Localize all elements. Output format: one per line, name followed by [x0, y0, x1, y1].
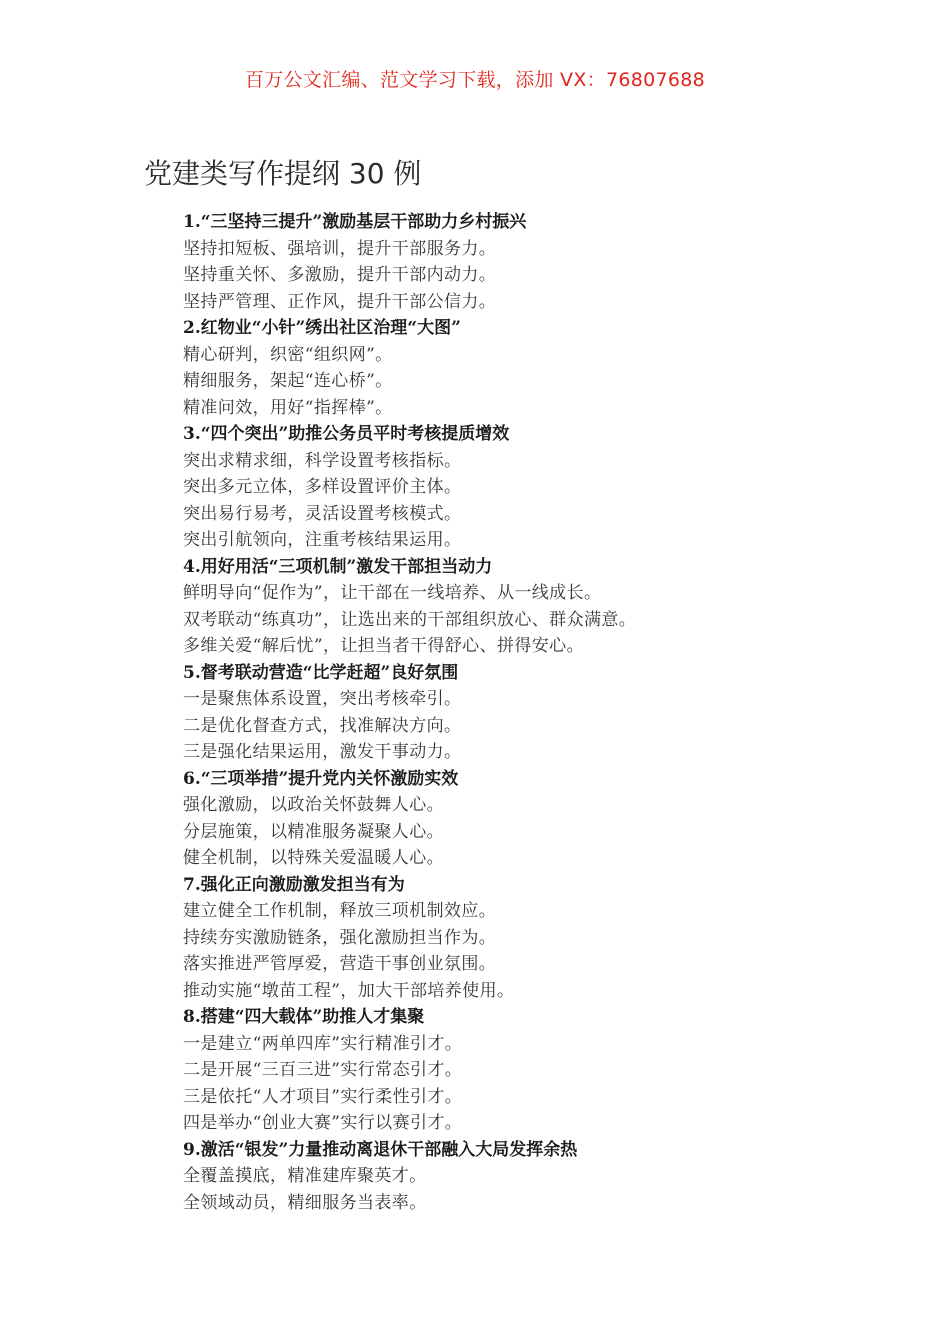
section-point: 分层施策，以精准服务凝聚人心。	[183, 821, 444, 842]
section-point: 精心研判，织密“组织网”。	[183, 344, 393, 365]
outline-section	[183, 421, 903, 554]
section-point: 四是举办“创业大赛”实行以赛引才。	[183, 1113, 463, 1133]
section-point: 推动实施“墩苗工程”，加大干部培养使用。	[183, 980, 515, 1001]
section-heading: 9.激活“银发”力量推动离退休干部融入大局发挥余热	[183, 1139, 578, 1160]
section-point: 突出多元立体，多样设置评价主体。	[183, 477, 462, 497]
outline-section	[183, 554, 903, 660]
section-point: 二是开展“三百三进”实行常态引才。	[183, 1060, 463, 1080]
outline-section	[183, 766, 903, 872]
section-heading: 4.用好用活“三项机制”激发干部担当动力	[183, 556, 493, 577]
section-heading: 7.强化正向激励激发担当有为	[183, 874, 405, 895]
section-heading: 6.“三项举措”提升党内关怀激励实效	[183, 768, 459, 789]
section-heading: 2.红物业“小针”绣出社区治理“大图”	[183, 318, 461, 338]
section-point: 建立健全工作机制，释放三项机制效应。	[183, 901, 497, 921]
section-point: 强化激励，以政治关怀鼓舞人心。	[183, 795, 444, 815]
outline-section	[183, 660, 903, 766]
section-point: 坚持重关怀、多激励，提升干部内动力。	[183, 265, 497, 285]
section-point: 双考联动“练真功”，让选出来的干部组织放心、群众满意。	[183, 609, 637, 630]
section-point: 精准问效，用好“指挥棒”。	[183, 397, 393, 418]
outline-section	[183, 1137, 903, 1217]
section-point: 持续夯实激励链条，强化激励担当作为。	[183, 927, 497, 948]
promo-banner: 百万公文汇编、范文学习下载，添加 VX：76807688	[244, 69, 706, 91]
section-heading: 8.搭建“四大载体”助推人才集聚	[183, 1007, 425, 1027]
section-point: 坚持扣短板、强培训，提升干部服务力。	[183, 238, 497, 259]
section-point: 三是依托“人才项目”实行柔性引才。	[183, 1086, 463, 1107]
section-heading: 1.“三坚持三提升”激励基层干部助力乡村振兴	[183, 212, 527, 232]
section-point: 突出易行易考，灵活设置考核模式。	[183, 503, 462, 524]
outline-section	[183, 1004, 903, 1137]
outline-section	[183, 315, 903, 421]
section-point: 多维关爱“解后忧”，让担当者干得舒心、拼得安心。	[183, 636, 584, 656]
outline-section	[183, 209, 903, 315]
section-point: 坚持严管理、正作风，提升干部公信力。	[183, 291, 497, 312]
section-point: 落实推进严管厚爱，营造干事创业氛围。	[183, 954, 497, 974]
section-point: 全领域动员，精细服务当表率。	[183, 1192, 427, 1213]
section-point: 全覆盖摸底，精准建库聚英才。	[183, 1166, 427, 1186]
section-point: 精细服务，架起“连心桥”。	[183, 371, 393, 391]
document-title: 党建类写作提纲 30 例	[144, 157, 422, 190]
outline-list	[183, 209, 903, 1216]
outline-section	[183, 872, 903, 1005]
section-heading: 3.“四个突出”助推公务员平时考核提质增效	[183, 424, 510, 444]
section-point: 健全机制，以特殊关爱温暖人心。	[183, 848, 444, 868]
section-point: 鲜明导向“促作为”，让干部在一线培养、从一线成长。	[183, 583, 602, 603]
section-point: 一是建立“两单四库”实行精准引才。	[183, 1033, 463, 1054]
section-point: 突出求精求细，科学设置考核指标。	[183, 450, 462, 471]
section-point: 三是强化结果运用，激发干事动力。	[183, 742, 462, 762]
section-heading: 5.督考联动营造“比学赶超”良好氛围	[183, 662, 459, 683]
section-point: 二是优化督查方式，找准解决方向。	[183, 715, 462, 736]
section-point: 一是聚焦体系设置，突出考核牵引。	[183, 689, 462, 709]
section-point: 突出引航领向，注重考核结果运用。	[183, 530, 462, 550]
